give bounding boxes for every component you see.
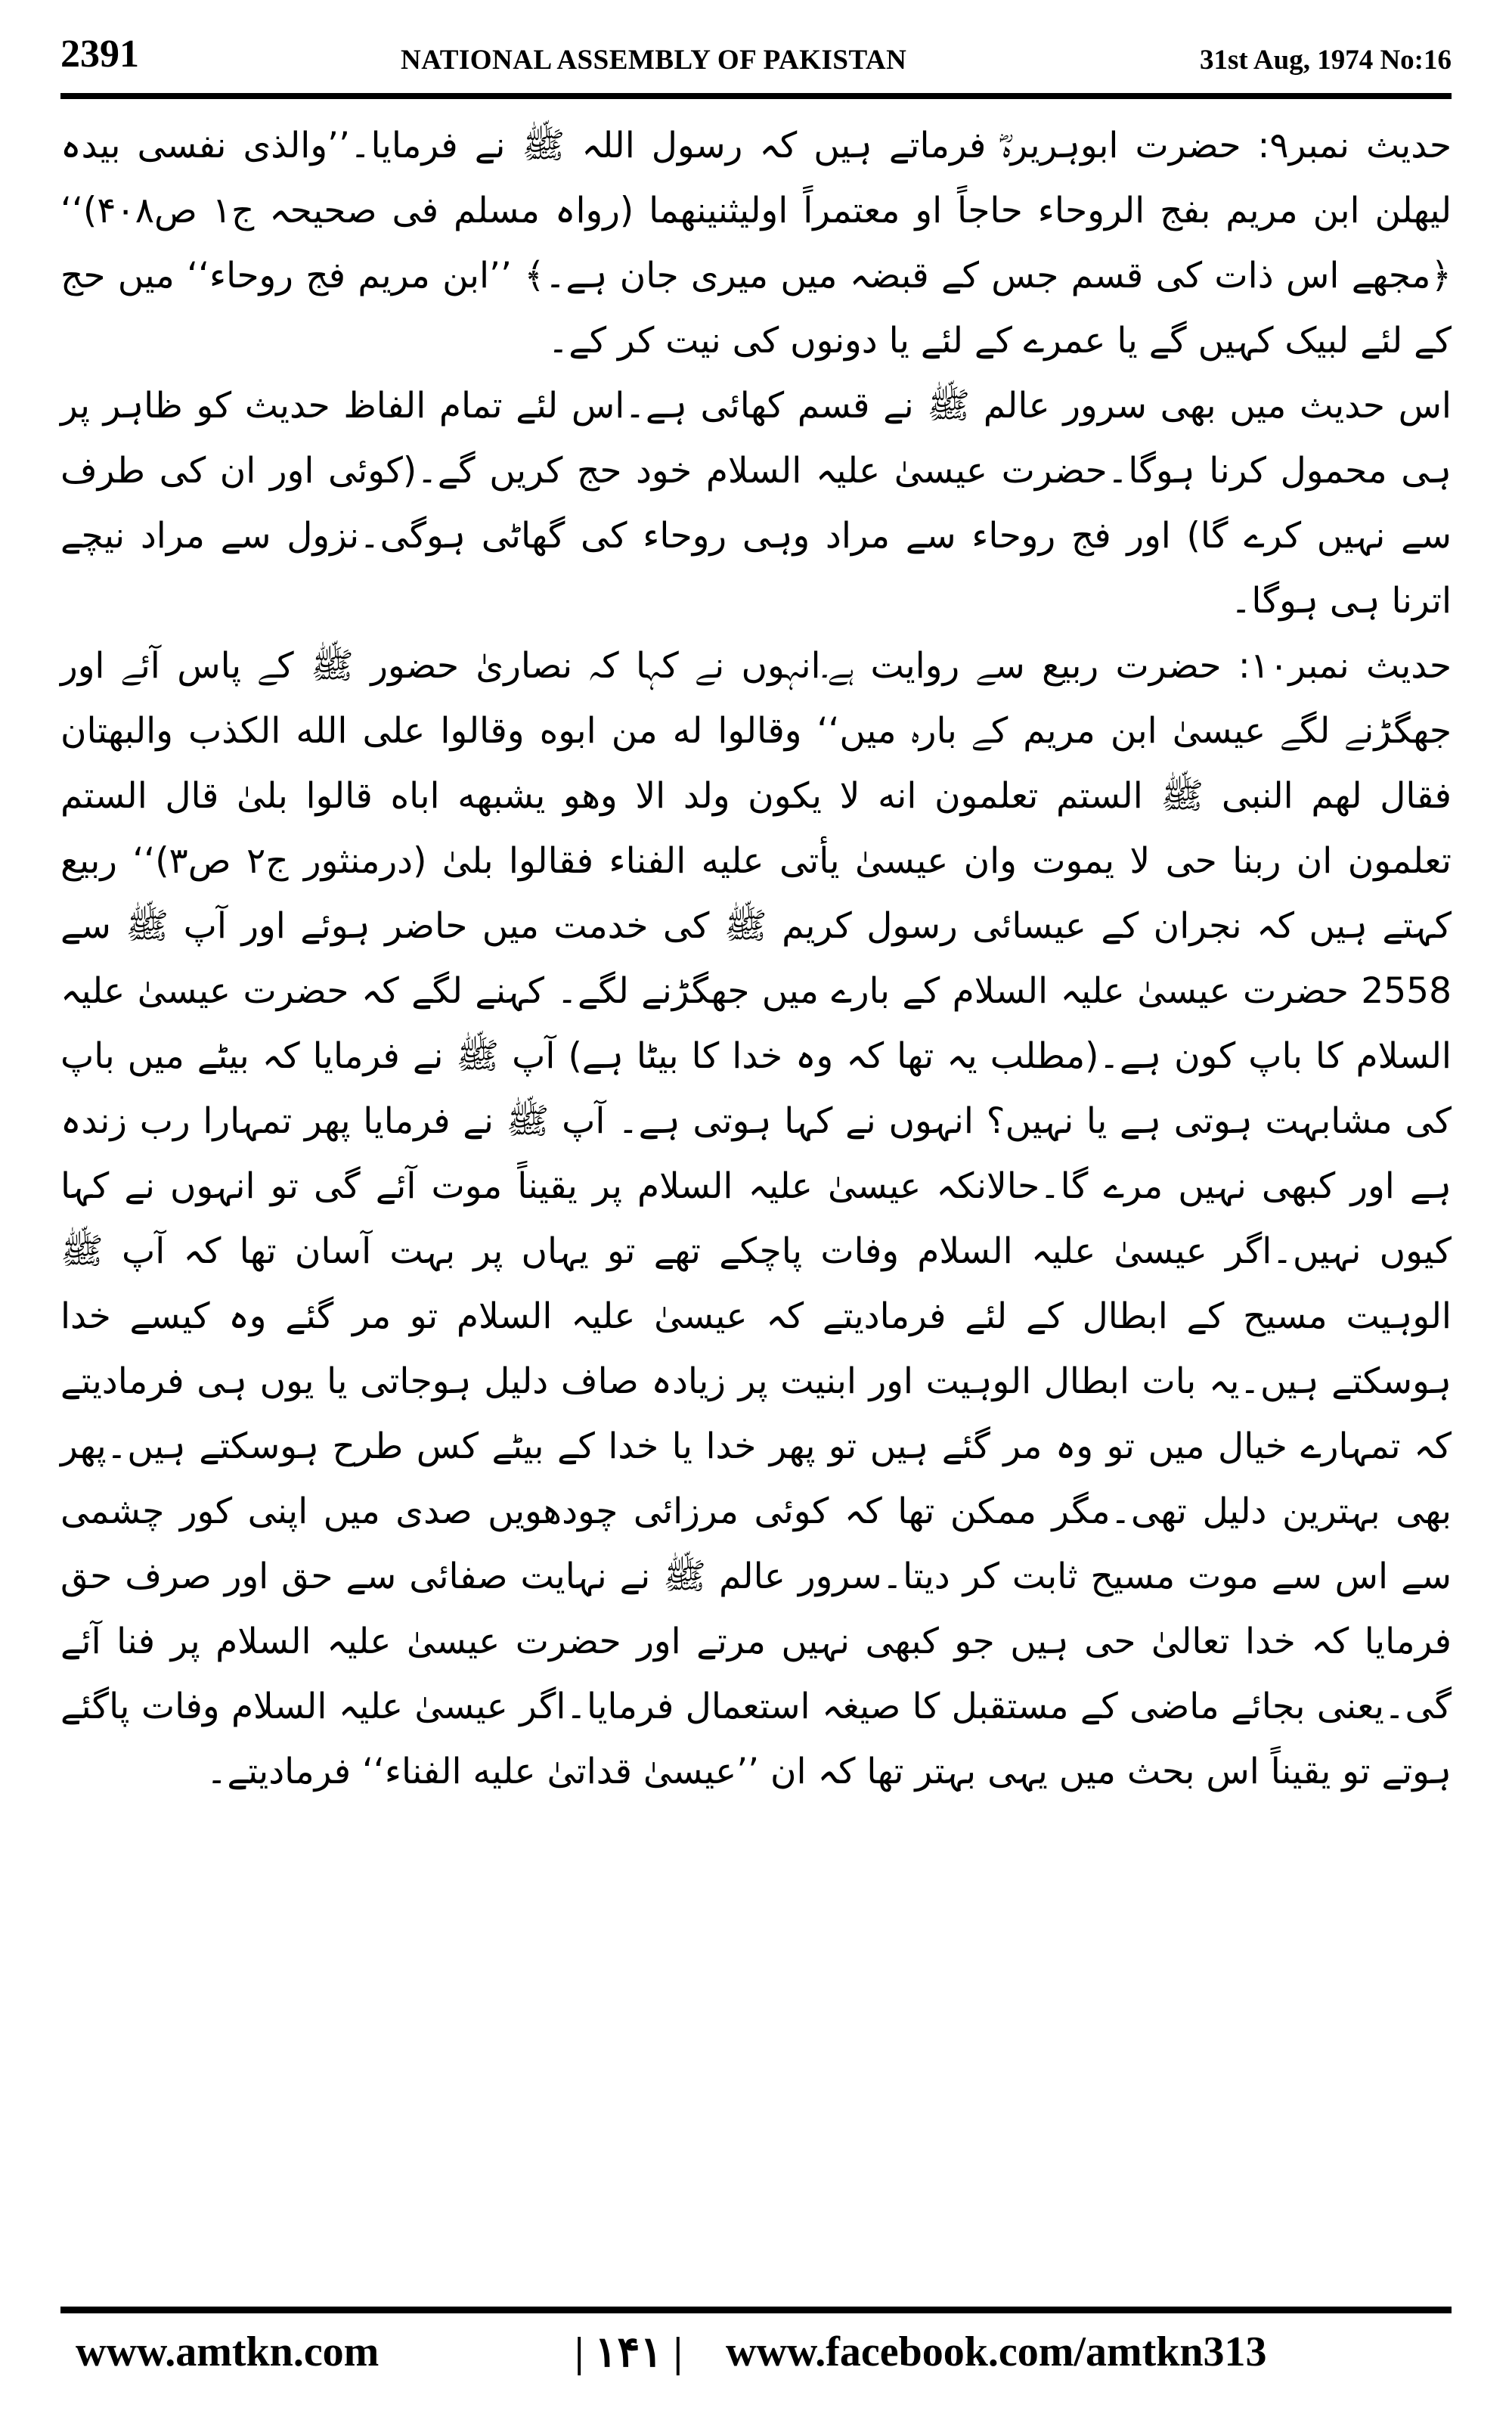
page-header [60,32,1452,85]
document-title: NATIONAL ASSEMBLY OF PAKISTAN [401,45,907,76]
page-body [60,113,1452,2269]
page-footer [60,2328,1452,2396]
paragraph-hadith-9: حدیث نمبر۹: حضرت ابوہریرہؓ فرماتے ہیں کہ رسول اللہ ﷺ نے فرمایا۔’’والذی نفسی بیدہ لیھلن ابن مریم بفج الروحاء حاجاً او معتمراً اولیثنینھما (رواہ مسلم فی صحیحہ ج۱ ص۴۰۸)‘‘ ﴿مجھے اس ذات کی قسم جس کے قبضہ میں میری جان ہے۔﴾ ’’ابن مریم فج روحاء‘‘ میں حج کے لئے لبیک کہیں گے یا عمرے کے لئے یا دونوں کی نیت کر کے۔ [60,125,1452,361]
website-link[interactable]: www.amtkn.com [76,2328,380,2375]
session-date: 31st Aug, 1974 No:16 [1199,45,1452,76]
header-rule [60,93,1452,99]
book-page-number: | ۱۴۱ | [575,2329,683,2376]
facebook-link[interactable]: www.facebook.com/amtkn313 [726,2328,1267,2375]
footer-rule [60,2307,1452,2313]
paragraph-hadith-10: حدیث نمبر۱۰: حضرت ربیع سے روایت ہے۔انہوں نے کہا کہ نصاریٰ حضور ﷺ کے پاس آئے اور جھگڑنے لگے عیسیٰ ابن مریم کے بارہ میں‘‘ وقالوا له من ابوه وقالوا علی الله الكذب والبهتان فقال لهم النبی ﷺ الستم تعلمون انه لا یکون ولد الا وهو یشبهه اباه قالوا بلیٰ قال الستم تعلمون ان ربنا حی لا یموت وان عیسیٰ یأتی علیه الفناء فقالوا بلیٰ (درمنثور ج۲ ص۳)‘‘ ربیع کہتے ہیں کہ نجران کے عیسائی رسول کریم ﷺ کی خدمت میں حاضر ہوئے اور آپ ﷺ سے 2558 حضرت عیسیٰ علیہ السلام کے بارے میں جھگڑنے لگے۔ کہنے لگے کہ حضرت عیسیٰ علیہ السلام کا باپ کون ہے۔(مطلب یہ تھا کہ وہ خدا کا بیٹا ہے) آپ ﷺ نے فرمایا کہ بیٹے میں باپ کی مشابہت ہوتی ہے یا نہیں؟ انہوں نے کہا ہوتی ہے۔ آپ ﷺ نے فرمایا پھر تمہارا رب زندہ ہے اور کبھی نہیں مرے گا۔حالانکہ عیسیٰ علیہ السلام پر یقیناً موت آئے گی تو انہوں نے کہا کیوں نہیں۔اگر عیسیٰ علیہ السلام وفات پاچکے تھے تو یہاں پر بہت آسان تھا کہ آپ ﷺ الوہیت مسیح کے ابطال کے لئے فرمادیتے کہ عیسیٰ علیہ السلام تو مر گئے وہ کیسے خدا ہوسکتے ہیں۔یہ بات ابطال الوہیت اور ابنیت پر زیادہ صاف دلیل ہوجاتی یا یوں ہی فرمادیتے کہ تمہارے خیال میں تو وہ مر گئے ہیں تو پھر خدا یا خدا کے بیٹے کس طرح ہوسکتے ہیں۔پھر بھی بہترین دلیل تھی۔مگر ممکن تھا کہ کوئی مرزائی چودھویں صدی میں اپنی کور چشمی سے اس سے موت مسیح ثابت کر دیتا۔سرور عالم ﷺ نے نہایت صفائی سے حق اور صرف حق فرمایا کہ خدا تعالیٰ حی ہیں جو کبھی نہیں مرتے اور حضرت عیسیٰ علیہ السلام پر فنا آئے گی۔یعنی بجائے ماضی کے مستقبل کا صیغہ استعمال فرمایا۔اگر عیسیٰ علیہ السلام وفات پاگئے ہوتے تو یقیناً اس بحث میں یہی بہتر تھا کہ ان ’’عیسیٰ قداتیٰ علیه الفناء‘‘ فرمادیتے۔ [60,645,1452,1792]
paragraph-commentary: اس حدیث میں بھی سرور عالم ﷺ نے قسم کھائی ہے۔اس لئے تمام الفاظ حدیث کو ظاہر پر ہی محمول کرنا ہوگا۔حضرت عیسیٰ علیہ السلام خود حج کریں گے۔(کوئی اور ان کی طرف سے نہیں کرے گا) اور فج روحاء سے مراد وہی روحاء کی گھاٹی ہوگی۔نزول سے مراد نیچے اترنا ہی ہوگا۔ [60,385,1452,622]
page-number: 2391 [60,33,139,76]
